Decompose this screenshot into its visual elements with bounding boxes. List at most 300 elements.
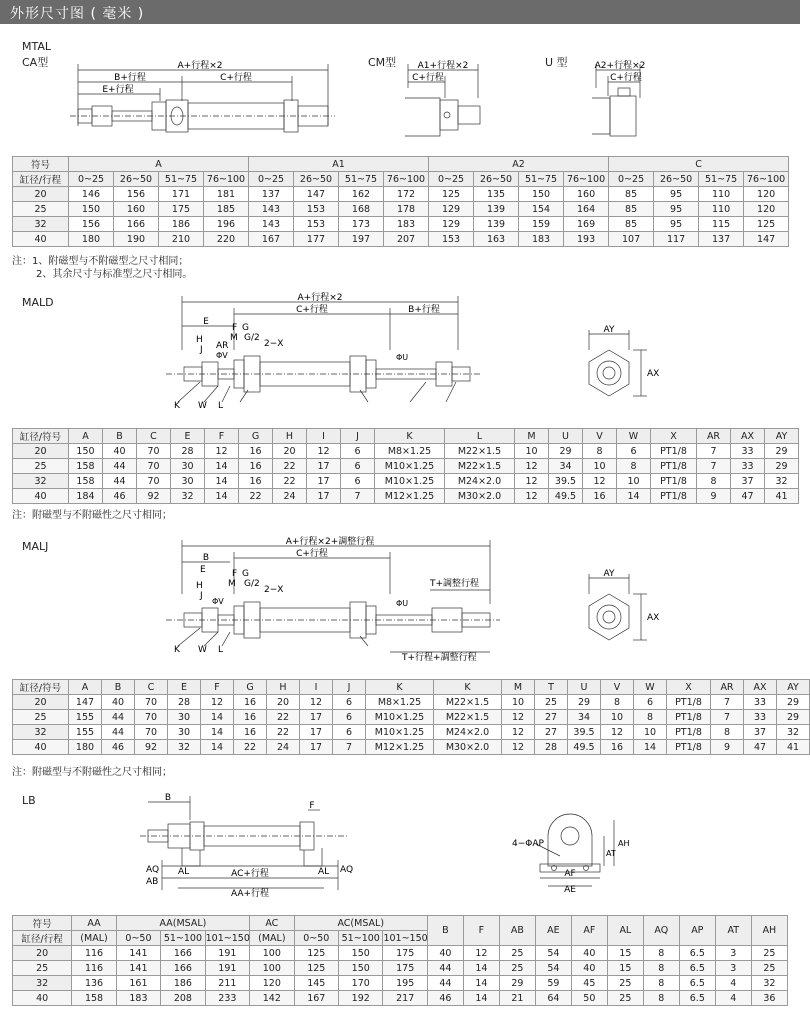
malj-dim-j: J xyxy=(200,591,203,601)
table-cell: 85 xyxy=(609,187,654,202)
table-row xyxy=(13,740,810,755)
table-cell: 70 xyxy=(135,725,168,740)
aa-msal-header: AA(MSAL) xyxy=(116,916,249,931)
column-header: I xyxy=(300,680,333,695)
table-cell: 12 xyxy=(201,695,234,710)
table-cell: 17 xyxy=(300,725,333,740)
column-header: K xyxy=(375,429,445,444)
mtal-dim-b: B+行程 xyxy=(114,73,146,83)
table-cell: 4 xyxy=(715,976,751,991)
table-cell: 10 xyxy=(634,725,667,740)
table-cell: 217 xyxy=(383,991,427,1006)
table-cell: 29 xyxy=(568,695,601,710)
column-header: X xyxy=(667,680,711,695)
column-header: H xyxy=(267,680,300,695)
table-cell: 125 xyxy=(294,946,338,961)
table-cell: M10×1.25 xyxy=(375,459,445,474)
table-cell: 95 xyxy=(654,187,699,202)
table-cell: 100 xyxy=(250,961,294,976)
table-cell: 21 xyxy=(499,991,535,1006)
table-row xyxy=(13,444,799,459)
table-cell: 37 xyxy=(744,725,777,740)
table-cell: 14 xyxy=(634,740,667,755)
column-header: I xyxy=(307,429,341,444)
table-cell: 40 xyxy=(427,946,463,961)
mald-dim-c: C+行程 xyxy=(296,305,328,315)
table-row xyxy=(13,710,810,725)
table-cell: 29 xyxy=(549,444,583,459)
table-cell: 175 xyxy=(159,202,204,217)
column-header: W xyxy=(634,680,667,695)
column-header: L xyxy=(445,429,515,444)
table-cell: 12 xyxy=(502,710,535,725)
mtal-label: MTAL xyxy=(22,40,52,53)
table-cell: 155 xyxy=(69,710,102,725)
column-header: E xyxy=(168,680,201,695)
table-header-row xyxy=(13,157,789,172)
range-header: 0~25 xyxy=(429,172,474,187)
table-cell: M22×1.5 xyxy=(445,444,515,459)
lb-dim-al-r: AL xyxy=(318,867,330,877)
table-cell: 146 xyxy=(69,187,114,202)
table-cell: 116 xyxy=(72,946,116,961)
mald-note: 注：附磁型与不附磁性之尺寸相同； xyxy=(12,510,172,521)
table-cell: 46 xyxy=(427,991,463,1006)
table-cell: M22×1.5 xyxy=(434,695,502,710)
table-cell: 145 xyxy=(294,976,338,991)
table-cell: 8 xyxy=(697,474,731,489)
table-cell: 29 xyxy=(777,695,810,710)
table-cell: 95 xyxy=(654,217,699,232)
table-cell: 163 xyxy=(474,232,519,247)
column-header: V xyxy=(601,680,634,695)
mald-dim-ay: AY xyxy=(603,325,615,335)
range-header: 76~100 xyxy=(204,172,249,187)
table-cell: 166 xyxy=(161,946,205,961)
range-header: 26~50 xyxy=(474,172,519,187)
column-header: F xyxy=(463,916,499,946)
table-cell: 16 xyxy=(601,740,634,755)
malj-label: MALJ xyxy=(22,540,49,553)
mtal-ca-label: CA型 xyxy=(22,56,49,69)
table-cell: 129 xyxy=(429,202,474,217)
column-header: G xyxy=(239,429,273,444)
lb-table xyxy=(12,915,788,1006)
table-cell: 12 xyxy=(300,695,333,710)
table-cell: 8 xyxy=(711,725,744,740)
range-header: 76~100 xyxy=(384,172,429,187)
table-cell: M24×2.0 xyxy=(434,725,502,740)
malj-dim-t: T+調整行程 xyxy=(430,579,480,589)
table-cell: 30 xyxy=(171,474,205,489)
table-cell: 40 xyxy=(571,961,607,976)
table-cell: M30×2.0 xyxy=(445,489,515,504)
column-header: AQ xyxy=(643,916,679,946)
table-cell: M12×1.25 xyxy=(375,489,445,504)
table-cell: 6 xyxy=(341,474,375,489)
table-cell: 147 xyxy=(744,232,789,247)
lb-dim-ae: AE xyxy=(564,885,576,895)
table-cell: M10×1.25 xyxy=(375,474,445,489)
table-cell: 150 xyxy=(69,444,103,459)
table-cell: 40 xyxy=(103,444,137,459)
table-cell: 8 xyxy=(643,946,679,961)
table-cell: 169 xyxy=(564,217,609,232)
lb-dim-ab: AB xyxy=(146,877,159,887)
table-cell: 17 xyxy=(307,474,341,489)
table-cell: 95 xyxy=(654,202,699,217)
table-cell: 233 xyxy=(205,991,249,1006)
table-cell: 3 xyxy=(715,946,751,961)
table-cell: 54 xyxy=(535,946,571,961)
table-cell: 70 xyxy=(135,695,168,710)
lb-dim-aq: AQ xyxy=(146,865,160,875)
table-cell: 211 xyxy=(205,976,249,991)
table-cell: M10×1.25 xyxy=(366,710,434,725)
table-cell: 49.5 xyxy=(568,740,601,755)
table-cell: 46 xyxy=(103,489,137,504)
group-header: A1 xyxy=(249,157,429,172)
table-cell: 36 xyxy=(751,991,787,1006)
table-cell: 141 xyxy=(116,946,160,961)
table-cell: 172 xyxy=(384,187,429,202)
table-cell: M22×1.5 xyxy=(445,459,515,474)
column-header: M xyxy=(515,429,549,444)
range-header: 51~100 xyxy=(161,931,205,946)
table-cell: 70 xyxy=(137,444,171,459)
row-header-cell: 20 xyxy=(13,444,69,459)
table-cell: 6 xyxy=(617,444,651,459)
table-cell: 160 xyxy=(564,187,609,202)
mald-dim-e: E xyxy=(203,317,209,327)
range-header: 101~150 xyxy=(383,932,428,944)
table-cell: 8 xyxy=(643,991,679,1006)
table-cell: 184 xyxy=(69,489,103,504)
table-cell: 142 xyxy=(250,991,294,1006)
table-cell: 177 xyxy=(294,232,339,247)
range-header: 26~50 xyxy=(114,172,159,187)
table-cell: 14 xyxy=(463,961,499,976)
mald-dim-ax: AX xyxy=(647,369,660,379)
lb-dim-al: AL xyxy=(178,867,190,877)
table-cell: 14 xyxy=(205,459,239,474)
ac-sub-header: (MAL) xyxy=(250,931,294,946)
column-header: AT xyxy=(715,916,751,946)
mtal-note-1: 注：1、附磁型与不附磁型之尺寸相同； xyxy=(12,256,189,267)
table-header-row xyxy=(13,429,799,444)
malj-note: 注：附磁型与不附磁性之尺寸相同； xyxy=(12,767,172,778)
table-cell: 170 xyxy=(339,976,383,991)
table-cell: 28 xyxy=(171,444,205,459)
malj-dim-phiv: ΦV xyxy=(212,597,224,606)
mtal-u-drawing xyxy=(590,58,650,140)
table-cell: 110 xyxy=(699,202,744,217)
range-header: 0~50 xyxy=(294,931,338,946)
table-cell: 191 xyxy=(205,946,249,961)
malj-table xyxy=(12,679,810,755)
mald-dim-l: L xyxy=(218,401,224,411)
table-cell: 33 xyxy=(731,444,765,459)
table-cell: 17 xyxy=(300,710,333,725)
mald-dim-g: G xyxy=(242,323,249,333)
table-cell: 6 xyxy=(634,695,667,710)
column-header: B xyxy=(102,680,135,695)
table-cell: 137 xyxy=(699,232,744,247)
table-cell: 14 xyxy=(201,740,234,755)
table-cell: 7 xyxy=(697,444,731,459)
aa-header: AA xyxy=(72,916,116,931)
table-cell: 175 xyxy=(383,946,427,961)
table-cell: 8 xyxy=(643,961,679,976)
column-header: AY xyxy=(765,429,799,444)
range-header: 51~75 xyxy=(339,172,384,187)
table-cell: PT1/8 xyxy=(667,710,711,725)
column-header: C xyxy=(135,680,168,695)
table-cell: 12 xyxy=(515,474,549,489)
column-header: M xyxy=(502,680,535,695)
table-cell: PT1/8 xyxy=(651,474,697,489)
column-header: K xyxy=(366,680,434,695)
malj-dim-e: E xyxy=(200,565,206,575)
column-header: A xyxy=(69,680,102,695)
table-cell: 147 xyxy=(294,187,339,202)
table-cell: 32 xyxy=(751,976,787,991)
table-cell: 41 xyxy=(765,489,799,504)
range-header: 0~50 xyxy=(116,931,160,946)
range-header: 26~50 xyxy=(654,172,699,187)
table-cell: 29 xyxy=(765,444,799,459)
mtal-cm-dim-c: C+行程 xyxy=(412,73,444,83)
table-cell: 44 xyxy=(103,459,137,474)
range-header: 76~100 xyxy=(564,172,609,187)
table-cell: 156 xyxy=(69,217,114,232)
column-header: G xyxy=(234,680,267,695)
table-cell: 3 xyxy=(715,961,751,976)
table-row xyxy=(13,474,799,489)
column-header: AX xyxy=(744,680,777,695)
table-cell: 85 xyxy=(609,217,654,232)
table-cell: 125 xyxy=(294,961,338,976)
row-header-cell: 20 xyxy=(13,187,69,202)
column-header: E xyxy=(171,429,205,444)
table-cell: 16 xyxy=(234,710,267,725)
column-header: AL xyxy=(607,916,643,946)
column-header: H xyxy=(273,429,307,444)
column-header: AR xyxy=(711,680,744,695)
mald-dim-g2: G/2 xyxy=(244,333,260,343)
table-cell: 9 xyxy=(697,489,731,504)
table-cell: 16 xyxy=(234,695,267,710)
mald-dim-ar: AR xyxy=(216,341,229,351)
table-cell: 37 xyxy=(731,474,765,489)
malj-dim-a: A+行程×2+調整行程 xyxy=(285,537,375,547)
mald-dim-w: W xyxy=(198,401,207,411)
group-header: A2 xyxy=(429,157,609,172)
table-cell: 34 xyxy=(568,710,601,725)
malj-end-view xyxy=(575,566,660,646)
malj-dim-w: W xyxy=(198,645,207,655)
table-cell: 70 xyxy=(137,474,171,489)
row-header-cell: 20 xyxy=(13,946,72,961)
table-cell: 183 xyxy=(116,991,160,1006)
table-cell: 14 xyxy=(463,991,499,1006)
mald-dim-b: B+行程 xyxy=(408,305,440,315)
table-cell: 32 xyxy=(765,474,799,489)
table-cell: 139 xyxy=(474,217,519,232)
table-cell: 10 xyxy=(583,459,617,474)
column-header: AP xyxy=(679,916,715,946)
lb-drawing xyxy=(138,790,368,898)
mtal-dim-e: E+行程 xyxy=(102,85,134,95)
table-cell: 143 xyxy=(249,217,294,232)
table-cell: PT1/8 xyxy=(667,740,711,755)
table-cell: 14 xyxy=(201,725,234,740)
column-header: 缸径/符号 xyxy=(13,680,69,695)
mtal-cm-label: CM型 xyxy=(368,56,397,69)
table-row xyxy=(13,187,789,202)
table-cell: 143 xyxy=(249,202,294,217)
range-header: 51~100 xyxy=(339,931,383,946)
table-cell: 8 xyxy=(643,976,679,991)
table-cell: 24 xyxy=(273,489,307,504)
table-cell: 12 xyxy=(502,740,535,755)
table-row xyxy=(13,459,799,474)
malj-dim-g2: G/2 xyxy=(244,579,260,589)
table-header-row xyxy=(13,172,789,187)
row-header-cell: 40 xyxy=(13,489,69,504)
table-cell: 161 xyxy=(116,976,160,991)
table-cell: PT1/8 xyxy=(651,444,697,459)
mald-dim-a: A+行程×2 xyxy=(297,293,343,303)
table-cell: 197 xyxy=(339,232,384,247)
table-cell: 17 xyxy=(300,740,333,755)
mald-dim-f: F xyxy=(232,323,238,333)
table-cell: 24 xyxy=(267,740,300,755)
mald-label: MALD xyxy=(22,296,54,309)
mtal-dim-c: C+行程 xyxy=(220,73,252,83)
table-cell: 32 xyxy=(171,489,205,504)
mald-dim-phiv: ΦV xyxy=(216,351,228,360)
table-cell: 183 xyxy=(384,217,429,232)
table-cell: 181 xyxy=(204,187,249,202)
table-cell: 25 xyxy=(751,961,787,976)
table-cell: 178 xyxy=(384,202,429,217)
table-cell: 10 xyxy=(515,444,549,459)
table-cell: 12 xyxy=(515,489,549,504)
table-cell: 10 xyxy=(601,710,634,725)
table-cell: 25 xyxy=(499,961,535,976)
row-header-cell: 25 xyxy=(13,459,69,474)
table-cell: 137 xyxy=(249,187,294,202)
table-cell: 33 xyxy=(744,695,777,710)
column-header: U xyxy=(549,429,583,444)
malj-dim-f: F xyxy=(232,569,238,579)
table-cell: 168 xyxy=(339,202,384,217)
table-row xyxy=(13,489,799,504)
malj-dim-l: L xyxy=(218,645,224,655)
table-cell: 190 xyxy=(114,232,159,247)
table-cell: M8×1.25 xyxy=(366,695,434,710)
table-cell: 195 xyxy=(383,976,427,991)
table-cell: 158 xyxy=(69,459,103,474)
table-cell: 30 xyxy=(168,725,201,740)
table-cell: 173 xyxy=(339,217,384,232)
table-cell: 153 xyxy=(294,217,339,232)
table-cell: 22 xyxy=(234,740,267,755)
mtal-u-dim-c: C+行程 xyxy=(610,73,642,83)
table-cell: 159 xyxy=(519,217,564,232)
table-cell: 186 xyxy=(159,217,204,232)
table-cell: 4 xyxy=(715,991,751,1006)
table-cell: 9 xyxy=(711,740,744,755)
row-header-cell: 25 xyxy=(13,202,69,217)
column-header: X xyxy=(651,429,697,444)
lb-label: LB xyxy=(22,794,36,807)
table-cell: 22 xyxy=(267,725,300,740)
lb-dim-f: F xyxy=(309,801,315,811)
table-cell: 29 xyxy=(765,459,799,474)
aa-sub-header: (MAL) xyxy=(72,931,116,946)
lb-dim-ac: AC+行程 xyxy=(231,869,269,879)
range-header: 0~25 xyxy=(249,172,294,187)
table-cell: 32 xyxy=(168,740,201,755)
table-cell: 14 xyxy=(201,710,234,725)
lb-dim-af: AF xyxy=(564,869,576,879)
table-row xyxy=(13,232,789,247)
table-cell: 25 xyxy=(607,976,643,991)
column-header: U xyxy=(568,680,601,695)
range-header: 0~25 xyxy=(69,172,114,187)
table-cell: PT1/8 xyxy=(651,489,697,504)
column-header: F xyxy=(205,429,239,444)
column-header: K xyxy=(434,680,502,695)
table-cell: 47 xyxy=(731,489,765,504)
table-cell: 44 xyxy=(102,710,135,725)
ac-header: AC xyxy=(250,916,294,931)
table-cell: 191 xyxy=(205,961,249,976)
mald-dim-h: H xyxy=(196,335,203,345)
table-cell: 22 xyxy=(239,489,273,504)
table-cell: 7 xyxy=(697,459,731,474)
table-cell: 120 xyxy=(744,187,789,202)
table-row xyxy=(13,946,788,961)
row-header-cell: 40 xyxy=(13,740,69,755)
table-cell: 33 xyxy=(731,459,765,474)
mald-dim-j: J xyxy=(200,345,203,355)
row-header-cell: 32 xyxy=(13,976,72,991)
table-cell: 193 xyxy=(564,232,609,247)
malj-dim-ax: AX xyxy=(647,613,660,623)
column-header: AR xyxy=(697,429,731,444)
table-header-row xyxy=(13,916,788,931)
column-header: AF xyxy=(571,916,607,946)
table-cell: M22×1.5 xyxy=(434,710,502,725)
table-cell: 10 xyxy=(502,695,535,710)
table-row xyxy=(13,695,810,710)
group-header: A xyxy=(69,157,249,172)
column-header: F xyxy=(201,680,234,695)
row-header-cell: 20 xyxy=(13,695,69,710)
table-cell: 125 xyxy=(744,217,789,232)
table-cell: 210 xyxy=(159,232,204,247)
lb-bracket-view xyxy=(508,806,638,895)
malj-dim-ay: AY xyxy=(603,569,615,579)
table-cell: 46 xyxy=(102,740,135,755)
table-cell: 30 xyxy=(168,710,201,725)
table-cell: 150 xyxy=(339,961,383,976)
table-cell: 14 xyxy=(463,976,499,991)
table-cell: 207 xyxy=(384,232,429,247)
